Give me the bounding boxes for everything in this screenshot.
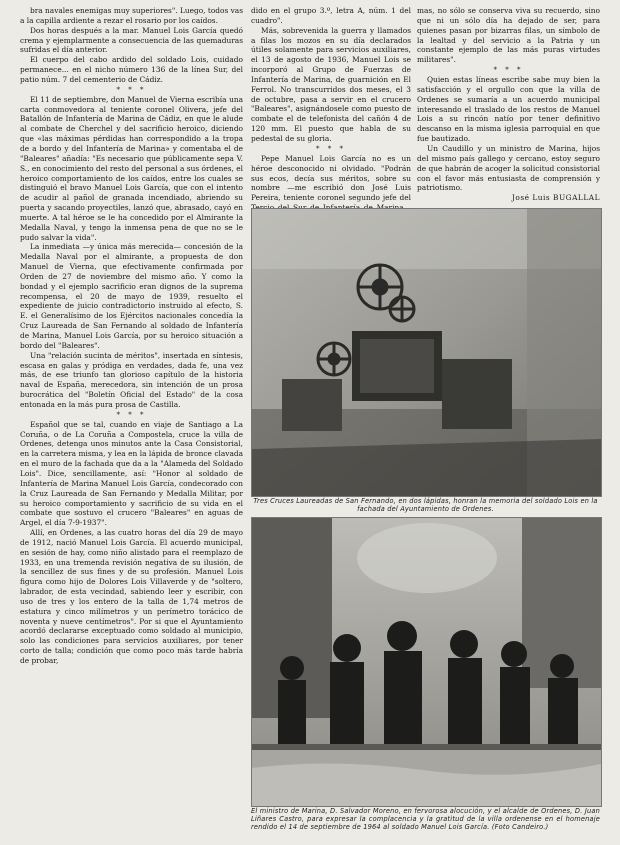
- photo-caption: El ministro de Marina, D. Salvador Moreno, en fervorosa alocución, y el alcalde de Ordenes, D. Juan Liñares Castro, para expresar la complacencia y la gratitud de la villa ordenense en el homenaje rendido el 14 de septiembre de 1964 al soldado Manuel Lois García. (Foto Candeiro.): [251, 807, 600, 831]
- paragraph: Pepe Manuel Lois García no es un héroe desconocido ni olvidado. "Podrán sus ecos, decía sus méritos, sobre su nombre —me escribió don José Luis Pereira, teniente coronel segundo jefe del: [251, 153, 411, 203]
- section-divider: * * *: [493, 66, 524, 75]
- paragraph: bra navales enemigas muy superiores". Luego, todos vas a la capilla ardiente a rezar el rosario por los caídos.: [20, 6, 243, 25]
- paragraph: Quien estas líneas escribe sabe muy bien la satisfacción y el orgullo con que la villa de Ordenes se sumaría a un acuerdo municipal interesando el traslado de los restos de Manuel Lois a su rincón natío por tener definitivo descanso en la misma iglesia parroquial en que fue bautizado.: [417, 75, 600, 144]
- paragraph: El cuerpo del cabo ardido del soldado Lois, cuidado permanece... en el nicho número 136 de la línea Sur, del patio núm. 7 del cementerio de Cádiz.: [20, 55, 243, 84]
- paragraph: El 11 de septiembre, don Manuel de Vierna escribía una carta conmovedora al teniente coronel Olivera, jefe del Batallón de Infantería de Marina de Cádiz, en que le alude al combate de Cherchel y del sacrificio heroico, diciendo que «las máximas pérdidas han correspondido a la tropa de a bordo y del Infantería de Marina» y comentaba el de "Baleares" añadía: "Es necesario que públicamente sepa V. S., en conocimiento del resto del personal a sus órdenes, el heroico comportamiento de los caídos, entre los cuales se distinguió el bravo Manuel Lois García, que con el intento de acudir al pañol de granada incendiado, abriendo su puerta y sacando proyectiles, lanzó que, abrasado, cayó en muerte. A tal héroe se le ha concedido por el Almirante la Medalla Naval, y tengo la inmensa pena de que no se le pudo salvar la vida".: [20, 94, 243, 242]
- paragraph: Allí, en Ordenes, a las cuatro horas del día 29 de mayo de 1912, nació Manuel Lois García. El acuerdo municipal, en sesión de hay, como niño alistado para el reemplazo de 1933, en una tremenda revisión negativa de su ilusión, de la sencillez de sus fines y de su profesión. Manuel Lois figura como hijo de Dolores Lois Villaverde y de "soltero, labrador, de esta vecindad, sabiendo leer y escribir, con uso de tres y los entero de la talla de 1,74 metros de estatura y cinco milímetros y un perímetro torácico de noventa y nueve centímetros". Por si que el Ayuntamiento acordó declararse exceptuado como soldado al municipio, solo las condiciones para servicios auxiliares, por tener corto de talla; condición que como poco más tarde habría de probar,: [20, 528, 243, 665]
- paragraph: dido en el grupo 3.º, letra A, núm. 1 del cuadro".: [251, 6, 411, 25]
- photo-caption: Tres Cruces Laureadas de San Fernando, en dos lápidas, honran la memoria del soldado Lois en la fachada del Ayuntamiento de Ordenes.: [253, 497, 598, 513]
- paragraph: Español que se tal, cuando en viaje de Santiago a La Coruña, o de La Coruña a Compostela, cruce la villa de Ordenes, detenga unos minutos ante la Casa Consistorial, en la carretera misma, y lea en la lápida de bronce clavada en el muro de la fachada que da a la "Alameda del Soldado Lois". Dice, sencillamente, así: "Honor al soldado de Infantería de Marina Manuel Lois García, condecorado con la Cruz Laureada de San Fernando y Medalla Militar, por su heroico comportamiento y sacrificio de su vida en el combate que sostuvo el crucero "Baleares" en aguas de Argel, el día 7-9-1937".: [20, 419, 243, 528]
- article-column-1: [20, 6, 243, 838]
- laureate-cross-icon: [358, 265, 402, 309]
- paragraph: Más, sobrevenida la guerra y llamados a filas los mozos en su día declarados útiles solamente para servicios auxiliares, el 13 de agosto de 1936, Manuel Lois se incorporó al Grupo de Fuerzas de Infantería de Marina, de guarnición en El Ferrol. No transcurridos dos meses, el 3 de octubre, pasa a servir en el crucero "Baleares", asignándosele como puesto de combate el de telefonista del cañón 4 de 120 mm. El puesto que habla de su pedestal de su gloria.: [251, 25, 411, 143]
- article-column-3: [417, 6, 600, 206]
- paragraph: Dos horas después a la mar. Manuel Lois García quedó crema y ejemplarmente a consecuencia de las quemaduras sufridas el día anterior.: [20, 25, 243, 55]
- paragraph: La inmediata —y única más merecida— concesión de la Medalla Naval por el almirante, a propuesta de don Manuel de Vierna, que efectivamente confirmada por Orden de 27 de noviembre del mismo año. Y como la bondad y el ejemplo sacrificio eran dignos de la suprema recompensa, el 20 de mayo de 1939, resuelto el expediente de juicio contradictorio instruido al efecto, S. E. el Generalísimo de los Ejércitos nacionales concedía la Cruz Laureada de San Fernando al soldado de Infantería de Marina, Manuel Lois García, por su heroico situación a bordo del "Baleares".: [20, 242, 243, 350]
- section-divider: * * *: [116, 85, 147, 94]
- photo-ceremony: [251, 517, 602, 807]
- laureate-cross-icon: [318, 343, 350, 375]
- photo-plaques-facade: [251, 208, 602, 497]
- article-column-2: [251, 6, 411, 206]
- laureate-cross-icon: [390, 297, 414, 321]
- paragraph: Una "relación sucinta de méritos", insertada en síntesis, escasa en galas y pródiga en verdades, dada fe, una vez más, de ese triunfo tan glorioso capítulo de la historia naval de España, merecedora, sin intención de un prosa burocrática del "Boletín Oficial del Estado" de la cosa entonada en la más pura prosa de Castilla.: [20, 350, 243, 409]
- section-divider: * * *: [116, 410, 147, 419]
- bronze-plaque: [442, 359, 512, 429]
- paragraph: mas, no sólo se conserva viva su recuerdo, sino que ni un sólo día ha dejado de ser, para quienes pasan por bizarras filas, un símbolo de la lealtad y del servicio a la Patria y un constante ejemplo de las más puras virtudes militares".: [417, 6, 600, 65]
- author-signature: José Luis BUGALLAL: [511, 193, 600, 203]
- section-divider: * * *: [316, 144, 346, 153]
- paragraph: Un Caudillo y un ministro de Marina, hijos del mismo país gallego y cercano, estoy seguro de que habrán de acoger la solicitud consistorial con el favor más entusiasta de comprensión y patriotismo.: [417, 143, 600, 193]
- speaker-figure: [387, 621, 417, 651]
